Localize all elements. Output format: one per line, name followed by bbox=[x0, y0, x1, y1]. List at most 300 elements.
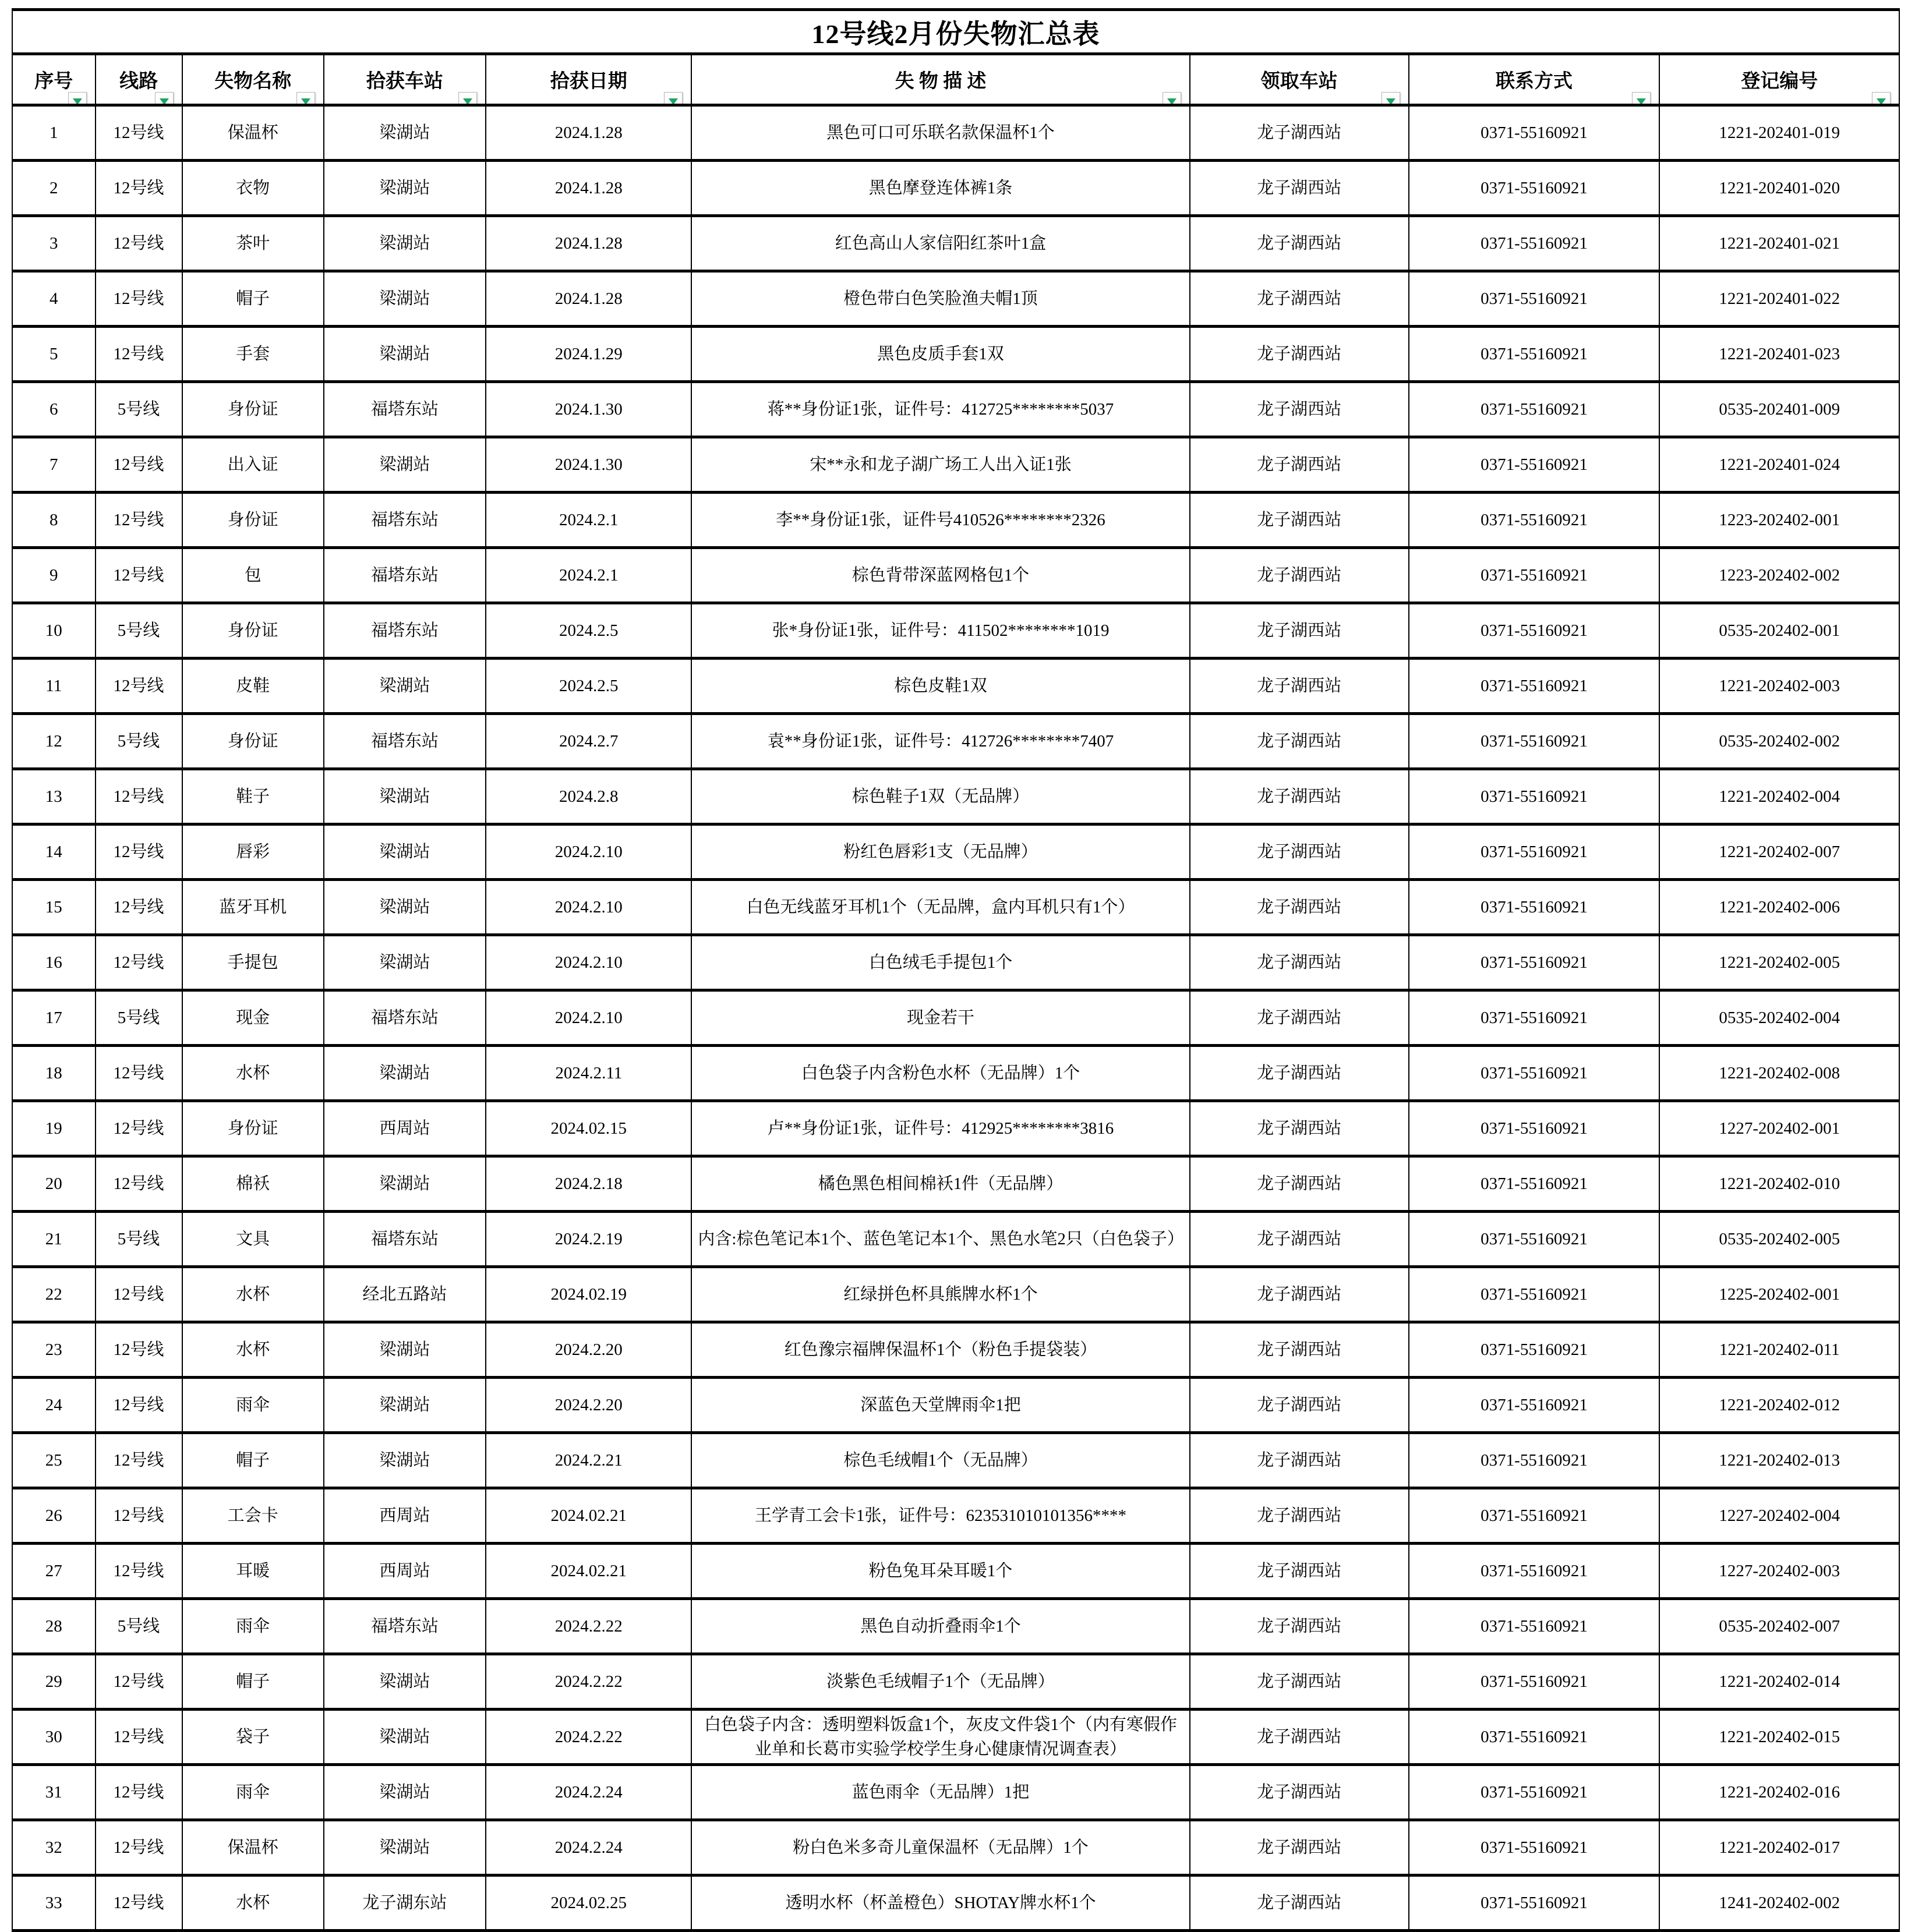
cell-registration-no: 0535-202402-002 bbox=[1659, 714, 1899, 769]
cell-line: 12号线 bbox=[96, 1488, 182, 1544]
cell-found-station: 梁湖站 bbox=[324, 1433, 486, 1488]
filter-arrow-icon bbox=[301, 98, 310, 105]
cell-description: 红色高山人家信阳红茶叶1盒 bbox=[691, 216, 1189, 271]
filter-button-description[interactable] bbox=[1163, 92, 1181, 105]
cell-line: 12号线 bbox=[96, 935, 182, 990]
cell-registration-no: 0535-202402-001 bbox=[1659, 603, 1899, 659]
cell-item-name: 水杯 bbox=[182, 1876, 324, 1931]
cell-registration-no: 0535-202402-004 bbox=[1659, 990, 1899, 1046]
cell-contact: 0371-55160921 bbox=[1409, 1046, 1660, 1101]
cell-contact: 0371-55160921 bbox=[1409, 880, 1660, 935]
table-row bbox=[12, 1267, 1899, 1322]
header-label-contact: 联系方式 bbox=[1415, 56, 1653, 102]
cell-found-date: 2024.1.28 bbox=[486, 161, 691, 216]
cell-found-station: 梁湖站 bbox=[324, 659, 486, 714]
filter-arrow-icon bbox=[1167, 98, 1176, 105]
cell-registration-no: 1227-202402-003 bbox=[1659, 1544, 1899, 1599]
cell-line: 12号线 bbox=[96, 271, 182, 327]
table-row bbox=[12, 382, 1899, 437]
cell-contact: 0371-55160921 bbox=[1409, 1765, 1660, 1820]
cell-found-date: 2024.2.22 bbox=[486, 1710, 691, 1765]
cell-line: 12号线 bbox=[96, 493, 182, 548]
cell-pickup-station: 龙子湖西站 bbox=[1190, 935, 1409, 990]
cell-registration-no: 1221-202402-013 bbox=[1659, 1433, 1899, 1488]
cell-description: 橘色黑色相间棉袄1件（无品牌） bbox=[691, 1156, 1189, 1212]
table-row bbox=[12, 1212, 1899, 1267]
cell-contact: 0371-55160921 bbox=[1409, 1101, 1660, 1156]
table-row bbox=[12, 1710, 1899, 1765]
table-header-row bbox=[12, 54, 1899, 105]
cell-line: 12号线 bbox=[96, 1267, 182, 1322]
cell-item-name: 出入证 bbox=[182, 437, 324, 493]
cell-item-name: 身份证 bbox=[182, 603, 324, 659]
table-row bbox=[12, 1488, 1899, 1544]
cell-found-date: 2024.02.25 bbox=[486, 1876, 691, 1931]
cell-index: 7 bbox=[12, 437, 96, 493]
table-row bbox=[12, 493, 1899, 548]
cell-description: 红绿拼色杯具熊牌水杯1个 bbox=[691, 1267, 1189, 1322]
cell-item-name: 水杯 bbox=[182, 1322, 324, 1378]
cell-line: 5号线 bbox=[96, 603, 182, 659]
cell-pickup-station: 龙子湖西站 bbox=[1190, 1820, 1409, 1876]
cell-contact: 0371-55160921 bbox=[1409, 382, 1660, 437]
cell-index: 19 bbox=[12, 1101, 96, 1156]
cell-item-name: 身份证 bbox=[182, 382, 324, 437]
cell-pickup-station: 龙子湖西站 bbox=[1190, 990, 1409, 1046]
cell-index: 16 bbox=[12, 935, 96, 990]
cell-pickup-station: 龙子湖西站 bbox=[1190, 1156, 1409, 1212]
cell-registration-no: 1223-202402-001 bbox=[1659, 493, 1899, 548]
cell-found-date: 2024.1.28 bbox=[486, 216, 691, 271]
cell-description: 袁**身份证1张，证件号：412726********7407 bbox=[691, 714, 1189, 769]
cell-found-date: 2024.2.22 bbox=[486, 1599, 691, 1654]
cell-found-date: 2024.2.7 bbox=[486, 714, 691, 769]
cell-contact: 0371-55160921 bbox=[1409, 437, 1660, 493]
cell-item-name: 帽子 bbox=[182, 271, 324, 327]
cell-contact: 0371-55160921 bbox=[1409, 1710, 1660, 1765]
cell-description: 内含:棕色笔记本1个、蓝色笔记本1个、黑色水笔2只（白色袋子） bbox=[691, 1212, 1189, 1267]
cell-item-name: 包 bbox=[182, 548, 324, 603]
cell-line: 12号线 bbox=[96, 327, 182, 382]
cell-contact: 0371-55160921 bbox=[1409, 493, 1660, 548]
cell-found-station: 福塔东站 bbox=[324, 1212, 486, 1267]
cell-contact: 0371-55160921 bbox=[1409, 603, 1660, 659]
cell-index: 6 bbox=[12, 382, 96, 437]
cell-index: 32 bbox=[12, 1820, 96, 1876]
cell-found-station: 梁湖站 bbox=[324, 1765, 486, 1820]
filter-arrow-icon bbox=[669, 98, 678, 105]
cell-line: 12号线 bbox=[96, 769, 182, 825]
cell-registration-no: 1227-202402-004 bbox=[1659, 1488, 1899, 1544]
table-row bbox=[12, 825, 1899, 880]
cell-contact: 0371-55160921 bbox=[1409, 1433, 1660, 1488]
cell-description: 粉色兔耳朵耳暖1个 bbox=[691, 1544, 1189, 1599]
cell-found-date: 2024.1.28 bbox=[486, 271, 691, 327]
cell-item-name: 身份证 bbox=[182, 493, 324, 548]
cell-item-name: 水杯 bbox=[182, 1267, 324, 1322]
cell-found-date: 2024.2.24 bbox=[486, 1765, 691, 1820]
header-label-found-date: 拾获日期 bbox=[492, 56, 685, 102]
table-row bbox=[12, 161, 1899, 216]
cell-index: 10 bbox=[12, 603, 96, 659]
table-row bbox=[12, 714, 1899, 769]
cell-pickup-station: 龙子湖西站 bbox=[1190, 1378, 1409, 1433]
cell-line: 12号线 bbox=[96, 659, 182, 714]
cell-found-station: 西周站 bbox=[324, 1544, 486, 1599]
cell-line: 12号线 bbox=[96, 1378, 182, 1433]
cell-found-station: 梁湖站 bbox=[324, 216, 486, 271]
cell-contact: 0371-55160921 bbox=[1409, 271, 1660, 327]
cell-found-station: 梁湖站 bbox=[324, 1156, 486, 1212]
cell-pickup-station: 龙子湖西站 bbox=[1190, 1654, 1409, 1710]
cell-description: 张*身份证1张，证件号：411502********1019 bbox=[691, 603, 1189, 659]
cell-contact: 0371-55160921 bbox=[1409, 1544, 1660, 1599]
cell-item-name: 雨伞 bbox=[182, 1599, 324, 1654]
filter-arrow-icon bbox=[1386, 98, 1395, 105]
cell-registration-no: 1221-202402-016 bbox=[1659, 1765, 1899, 1820]
cell-contact: 0371-55160921 bbox=[1409, 1820, 1660, 1876]
cell-registration-no: 0535-202402-007 bbox=[1659, 1599, 1899, 1654]
cell-found-station: 梁湖站 bbox=[324, 935, 486, 990]
cell-pickup-station: 龙子湖西站 bbox=[1190, 1876, 1409, 1931]
cell-line: 12号线 bbox=[96, 1544, 182, 1599]
cell-description: 黑色皮质手套1双 bbox=[691, 327, 1189, 382]
cell-line: 12号线 bbox=[96, 1322, 182, 1378]
cell-item-name: 耳暖 bbox=[182, 1544, 324, 1599]
cell-description: 白色绒毛手提包1个 bbox=[691, 935, 1189, 990]
header-label-pickup-station: 领取车站 bbox=[1196, 56, 1402, 102]
table-row bbox=[12, 1322, 1899, 1378]
cell-pickup-station: 龙子湖西站 bbox=[1190, 216, 1409, 271]
header-label-index: 序号 bbox=[19, 56, 89, 102]
cell-found-station: 梁湖站 bbox=[324, 161, 486, 216]
header-found-date bbox=[486, 54, 691, 105]
cell-contact: 0371-55160921 bbox=[1409, 105, 1660, 161]
cell-line: 5号线 bbox=[96, 382, 182, 437]
cell-contact: 0371-55160921 bbox=[1409, 714, 1660, 769]
header-item-name bbox=[182, 54, 324, 105]
cell-item-name: 帽子 bbox=[182, 1433, 324, 1488]
cell-line: 12号线 bbox=[96, 161, 182, 216]
table-row bbox=[12, 1544, 1899, 1599]
cell-pickup-station: 龙子湖西站 bbox=[1190, 1710, 1409, 1765]
table-row bbox=[12, 603, 1899, 659]
table-row bbox=[12, 1599, 1899, 1654]
cell-index: 22 bbox=[12, 1267, 96, 1322]
cell-found-station: 梁湖站 bbox=[324, 1820, 486, 1876]
cell-found-date: 2024.2.20 bbox=[486, 1322, 691, 1378]
cell-pickup-station: 龙子湖西站 bbox=[1190, 548, 1409, 603]
cell-item-name: 身份证 bbox=[182, 714, 324, 769]
cell-line: 12号线 bbox=[96, 825, 182, 880]
cell-item-name: 文具 bbox=[182, 1212, 324, 1267]
cell-item-name: 手套 bbox=[182, 327, 324, 382]
cell-found-date: 2024.2.10 bbox=[486, 935, 691, 990]
cell-index: 26 bbox=[12, 1488, 96, 1544]
table-row bbox=[12, 990, 1899, 1046]
cell-pickup-station: 龙子湖西站 bbox=[1190, 1765, 1409, 1820]
cell-description: 宋**永和龙子湖广场工人出入证1张 bbox=[691, 437, 1189, 493]
cell-registration-no: 1221-202402-006 bbox=[1659, 880, 1899, 935]
table-row bbox=[12, 1378, 1899, 1433]
cell-line: 5号线 bbox=[96, 1212, 182, 1267]
cell-found-date: 2024.2.8 bbox=[486, 769, 691, 825]
cell-found-station: 梁湖站 bbox=[324, 1654, 486, 1710]
cell-line: 5号线 bbox=[96, 1599, 182, 1654]
table-row bbox=[12, 1820, 1899, 1876]
cell-index: 28 bbox=[12, 1599, 96, 1654]
cell-contact: 0371-55160921 bbox=[1409, 1488, 1660, 1544]
cell-description: 棕色毛绒帽1个（无品牌） bbox=[691, 1433, 1189, 1488]
cell-found-station: 福塔东站 bbox=[324, 382, 486, 437]
cell-description: 卢**身份证1张，证件号：412925********3816 bbox=[691, 1101, 1189, 1156]
cell-contact: 0371-55160921 bbox=[1409, 1156, 1660, 1212]
table-row bbox=[12, 105, 1899, 161]
cell-found-station: 福塔东站 bbox=[324, 1599, 486, 1654]
cell-found-date: 2024.2.24 bbox=[486, 1820, 691, 1876]
cell-found-station: 梁湖站 bbox=[324, 1378, 486, 1433]
cell-line: 12号线 bbox=[96, 1765, 182, 1820]
cell-contact: 0371-55160921 bbox=[1409, 1876, 1660, 1931]
cell-line: 12号线 bbox=[96, 548, 182, 603]
cell-index: 8 bbox=[12, 493, 96, 548]
cell-found-date: 2024.2.5 bbox=[486, 603, 691, 659]
header-label-line: 线路 bbox=[102, 56, 176, 102]
cell-description: 棕色皮鞋1双 bbox=[691, 659, 1189, 714]
cell-description: 黑色自动折叠雨伞1个 bbox=[691, 1599, 1189, 1654]
table-row bbox=[12, 1101, 1899, 1156]
cell-pickup-station: 龙子湖西站 bbox=[1190, 769, 1409, 825]
cell-pickup-station: 龙子湖西站 bbox=[1190, 271, 1409, 327]
filter-arrow-icon bbox=[160, 98, 169, 105]
cell-pickup-station: 龙子湖西站 bbox=[1190, 825, 1409, 880]
cell-index: 17 bbox=[12, 990, 96, 1046]
cell-found-date: 2024.2.22 bbox=[486, 1654, 691, 1710]
cell-found-station: 龙子湖东站 bbox=[324, 1876, 486, 1931]
cell-description: 白色袋子内含：透明塑料饭盒1个，灰皮文件袋1个（内有寒假作业单和长葛市实验学校学生身心健康情况调查表） bbox=[691, 1710, 1189, 1765]
cell-description: 黑色可口可乐联名款保温杯1个 bbox=[691, 105, 1189, 161]
cell-found-date: 2024.2.10 bbox=[486, 990, 691, 1046]
cell-line: 12号线 bbox=[96, 105, 182, 161]
cell-found-station: 梁湖站 bbox=[324, 769, 486, 825]
cell-registration-no: 1221-202401-019 bbox=[1659, 105, 1899, 161]
cell-index: 24 bbox=[12, 1378, 96, 1433]
cell-line: 12号线 bbox=[96, 1710, 182, 1765]
cell-found-station: 梁湖站 bbox=[324, 327, 486, 382]
cell-index: 27 bbox=[12, 1544, 96, 1599]
cell-pickup-station: 龙子湖西站 bbox=[1190, 1433, 1409, 1488]
cell-pickup-station: 龙子湖西站 bbox=[1190, 1046, 1409, 1101]
filter-button-pickup-station[interactable] bbox=[1382, 92, 1400, 105]
cell-found-station: 梁湖站 bbox=[324, 437, 486, 493]
cell-description: 粉红色唇彩1支（无品牌） bbox=[691, 825, 1189, 880]
cell-contact: 0371-55160921 bbox=[1409, 659, 1660, 714]
filter-button-registration-no[interactable] bbox=[1872, 92, 1891, 105]
cell-pickup-station: 龙子湖西站 bbox=[1190, 1544, 1409, 1599]
cell-description: 粉白色米多奇儿童保温杯（无品牌）1个 bbox=[691, 1820, 1189, 1876]
cell-index: 9 bbox=[12, 548, 96, 603]
cell-registration-no: 1241-202402-002 bbox=[1659, 1876, 1899, 1931]
cell-found-station: 西周站 bbox=[324, 1488, 486, 1544]
cell-item-name: 衣物 bbox=[182, 161, 324, 216]
cell-found-date: 2024.1.30 bbox=[486, 437, 691, 493]
header-label-registration-no: 登记编号 bbox=[1666, 56, 1893, 102]
cell-registration-no: 1221-202402-017 bbox=[1659, 1820, 1899, 1876]
cell-registration-no: 1221-202402-010 bbox=[1659, 1156, 1899, 1212]
cell-found-station: 西周站 bbox=[324, 1101, 486, 1156]
cell-item-name: 保温杯 bbox=[182, 1820, 324, 1876]
cell-found-station: 梁湖站 bbox=[324, 880, 486, 935]
cell-line: 12号线 bbox=[96, 437, 182, 493]
cell-index: 29 bbox=[12, 1654, 96, 1710]
cell-item-name: 鞋子 bbox=[182, 769, 324, 825]
cell-line: 12号线 bbox=[96, 1820, 182, 1876]
cell-found-station: 梁湖站 bbox=[324, 825, 486, 880]
cell-index: 25 bbox=[12, 1433, 96, 1488]
filter-button-line[interactable] bbox=[155, 92, 174, 105]
cell-item-name: 蓝牙耳机 bbox=[182, 880, 324, 935]
filter-arrow-icon bbox=[1877, 98, 1886, 105]
cell-description: 橙色带白色笑脸渔夫帽1顶 bbox=[691, 271, 1189, 327]
cell-pickup-station: 龙子湖西站 bbox=[1190, 603, 1409, 659]
header-label-found-station: 拾获车站 bbox=[330, 56, 480, 102]
cell-line: 12号线 bbox=[96, 880, 182, 935]
cell-registration-no: 1221-202402-003 bbox=[1659, 659, 1899, 714]
lost-items-table bbox=[12, 8, 1900, 1932]
cell-index: 3 bbox=[12, 216, 96, 271]
cell-contact: 0371-55160921 bbox=[1409, 825, 1660, 880]
cell-description: 红色豫宗福牌保温杯1个（粉色手提袋装） bbox=[691, 1322, 1189, 1378]
cell-registration-no: 1223-202402-002 bbox=[1659, 548, 1899, 603]
cell-pickup-station: 龙子湖西站 bbox=[1190, 880, 1409, 935]
table-row bbox=[12, 1876, 1899, 1931]
cell-item-name: 手提包 bbox=[182, 935, 324, 990]
header-found-station bbox=[324, 54, 486, 105]
cell-description: 深蓝色天堂牌雨伞1把 bbox=[691, 1378, 1189, 1433]
cell-contact: 0371-55160921 bbox=[1409, 216, 1660, 271]
header-contact bbox=[1409, 54, 1660, 105]
cell-index: 31 bbox=[12, 1765, 96, 1820]
cell-found-station: 梁湖站 bbox=[324, 1046, 486, 1101]
cell-found-date: 2024.2.1 bbox=[486, 493, 691, 548]
cell-contact: 0371-55160921 bbox=[1409, 1212, 1660, 1267]
cell-found-station: 梁湖站 bbox=[324, 105, 486, 161]
cell-registration-no: 1221-202401-024 bbox=[1659, 437, 1899, 493]
filter-button-item-name[interactable] bbox=[296, 92, 315, 105]
cell-found-date: 2024.2.5 bbox=[486, 659, 691, 714]
table-row bbox=[12, 1156, 1899, 1212]
cell-line: 12号线 bbox=[96, 1101, 182, 1156]
filter-button-index[interactable] bbox=[68, 92, 87, 105]
cell-item-name: 雨伞 bbox=[182, 1765, 324, 1820]
cell-found-date: 2024.2.1 bbox=[486, 548, 691, 603]
filter-button-found-date[interactable] bbox=[664, 92, 683, 105]
cell-index: 5 bbox=[12, 327, 96, 382]
filter-button-contact[interactable] bbox=[1632, 92, 1651, 105]
header-pickup-station bbox=[1190, 54, 1409, 105]
cell-found-station: 梁湖站 bbox=[324, 1322, 486, 1378]
table-row bbox=[12, 935, 1899, 990]
cell-found-date: 2024.2.19 bbox=[486, 1212, 691, 1267]
cell-pickup-station: 龙子湖西站 bbox=[1190, 1488, 1409, 1544]
cell-registration-no: 1221-202402-004 bbox=[1659, 769, 1899, 825]
cell-description: 棕色鞋子1双（无品牌） bbox=[691, 769, 1189, 825]
cell-found-station: 福塔东站 bbox=[324, 493, 486, 548]
cell-index: 23 bbox=[12, 1322, 96, 1378]
cell-item-name: 水杯 bbox=[182, 1046, 324, 1101]
header-index bbox=[12, 54, 96, 105]
cell-found-date: 2024.1.30 bbox=[486, 382, 691, 437]
cell-found-date: 2024.2.10 bbox=[486, 880, 691, 935]
cell-found-date: 2024.1.28 bbox=[486, 105, 691, 161]
cell-pickup-station: 龙子湖西站 bbox=[1190, 1101, 1409, 1156]
table-body bbox=[12, 105, 1899, 1931]
cell-item-name: 唇彩 bbox=[182, 825, 324, 880]
cell-found-station: 经北五路站 bbox=[324, 1267, 486, 1322]
cell-item-name: 雨伞 bbox=[182, 1378, 324, 1433]
header-description bbox=[691, 54, 1189, 105]
cell-description: 黑色摩登连体裤1条 bbox=[691, 161, 1189, 216]
cell-found-station: 福塔东站 bbox=[324, 548, 486, 603]
filter-button-found-station[interactable] bbox=[458, 92, 477, 105]
cell-description: 透明水杯（杯盖橙色）SHOTAY牌水杯1个 bbox=[691, 1876, 1189, 1931]
cell-found-date: 2024.02.21 bbox=[486, 1544, 691, 1599]
cell-index: 14 bbox=[12, 825, 96, 880]
cell-contact: 0371-55160921 bbox=[1409, 161, 1660, 216]
table-row bbox=[12, 769, 1899, 825]
table-row bbox=[12, 1046, 1899, 1101]
cell-item-name: 帽子 bbox=[182, 1654, 324, 1710]
cell-found-date: 2024.2.10 bbox=[486, 825, 691, 880]
cell-index: 18 bbox=[12, 1046, 96, 1101]
cell-pickup-station: 龙子湖西站 bbox=[1190, 105, 1409, 161]
cell-line: 12号线 bbox=[96, 1046, 182, 1101]
cell-found-station: 福塔东站 bbox=[324, 714, 486, 769]
cell-found-date: 2024.1.29 bbox=[486, 327, 691, 382]
cell-registration-no: 1227-202402-001 bbox=[1659, 1101, 1899, 1156]
cell-registration-no: 1221-202401-021 bbox=[1659, 216, 1899, 271]
cell-index: 13 bbox=[12, 769, 96, 825]
header-registration-no bbox=[1659, 54, 1899, 105]
filter-arrow-icon bbox=[463, 98, 472, 105]
table-title: 12号线2月份失物汇总表 bbox=[12, 10, 1899, 54]
cell-found-date: 2024.2.21 bbox=[486, 1433, 691, 1488]
cell-index: 1 bbox=[12, 105, 96, 161]
cell-item-name: 茶叶 bbox=[182, 216, 324, 271]
cell-contact: 0371-55160921 bbox=[1409, 1322, 1660, 1378]
cell-found-station: 梁湖站 bbox=[324, 271, 486, 327]
cell-description: 棕色背带深蓝网格包1个 bbox=[691, 548, 1189, 603]
table-row bbox=[12, 1654, 1899, 1710]
cell-line: 12号线 bbox=[96, 1876, 182, 1931]
table-row bbox=[12, 327, 1899, 382]
cell-line: 12号线 bbox=[96, 1654, 182, 1710]
cell-line: 5号线 bbox=[96, 990, 182, 1046]
cell-index: 2 bbox=[12, 161, 96, 216]
cell-pickup-station: 龙子湖西站 bbox=[1190, 1599, 1409, 1654]
cell-line: 5号线 bbox=[96, 714, 182, 769]
cell-found-date: 2024.2.20 bbox=[486, 1378, 691, 1433]
cell-item-name: 工会卡 bbox=[182, 1488, 324, 1544]
cell-found-date: 2024.2.18 bbox=[486, 1156, 691, 1212]
cell-description: 蓝色雨伞（无品牌）1把 bbox=[691, 1765, 1189, 1820]
cell-found-date: 2024.02.15 bbox=[486, 1101, 691, 1156]
cell-item-name: 皮鞋 bbox=[182, 659, 324, 714]
table-row bbox=[12, 437, 1899, 493]
cell-pickup-station: 龙子湖西站 bbox=[1190, 161, 1409, 216]
cell-contact: 0371-55160921 bbox=[1409, 769, 1660, 825]
cell-description: 白色袋子内含粉色水杯（无品牌）1个 bbox=[691, 1046, 1189, 1101]
